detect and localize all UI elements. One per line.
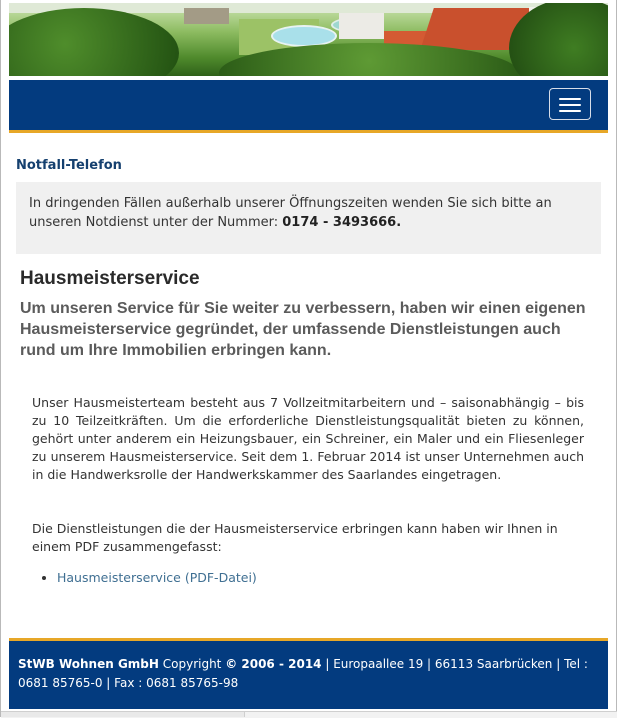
emergency-phone-box <box>16 182 601 254</box>
navbar <box>9 80 608 133</box>
window-status-tab <box>1 712 245 717</box>
footer-company: StWB Wohnen GmbH <box>18 657 159 671</box>
header-banner-image <box>9 3 608 76</box>
team-paragraph: Unser Hausmeisterteam besteht aus 7 Vollzeitmitarbeitern und – saisonabhängig – bis zu 10 Teilzeitkräften. Um die erforderliche Dienstleistungsqualität bieten zu können, gehört unter anderem ein Heizungsbauer, ein Schreiner, ein Maler und ein Fliesenleger zu unserem Hausmeisterservice. Seit dem 1. Februar 2014 ist unser Unternehmen auch in die Handwerksrolle der Handwerkskammer des Saarlandes eingetragen. <box>32 395 584 482</box>
menu-toggle-button[interactable] <box>549 88 591 120</box>
footer-copyright-label: Copyright <box>158 657 226 671</box>
pdf-intro-paragraph: Die Dienstleistungen die der Hausmeisterservice erbringen kann haben wir Ihnen in einem PDF zusammengefasst: <box>32 521 558 554</box>
footer <box>9 638 608 709</box>
hausmeisterservice-pdf-link[interactable]: Hausmeisterservice (PDF-Datei) <box>57 570 257 585</box>
footer-copyright-years: © 2006 - 2014 <box>225 657 322 671</box>
emergency-phone-text: In dringenden Fällen außerhalb unserer Öffnungszeiten wenden Sie sich bitte an unseren Notdienst unter der Nummer: <box>29 196 552 230</box>
footer-contact: | Europaallee 19 | 66113 Saarbrücken | Tel : 0681 85765-0 | Fax : 0681 85765-98 <box>18 657 588 690</box>
page-title: Hausmeisterservice <box>20 268 200 289</box>
page <box>8 0 609 717</box>
emergency-phone-number: 0174 - 3493666. <box>282 215 402 230</box>
lead-paragraph: Um unseren Service für Sie weiter zu verbessern, haben wir einen eigenen Hausmeisterservice gegründet, der umfassende Dienstleistungen auch rund um Ihre Immobilien erbringen kann. <box>20 300 586 359</box>
list-item <box>57 569 257 587</box>
emergency-phone-heading: Notfall-Telefon <box>16 158 122 173</box>
download-list <box>32 569 257 587</box>
